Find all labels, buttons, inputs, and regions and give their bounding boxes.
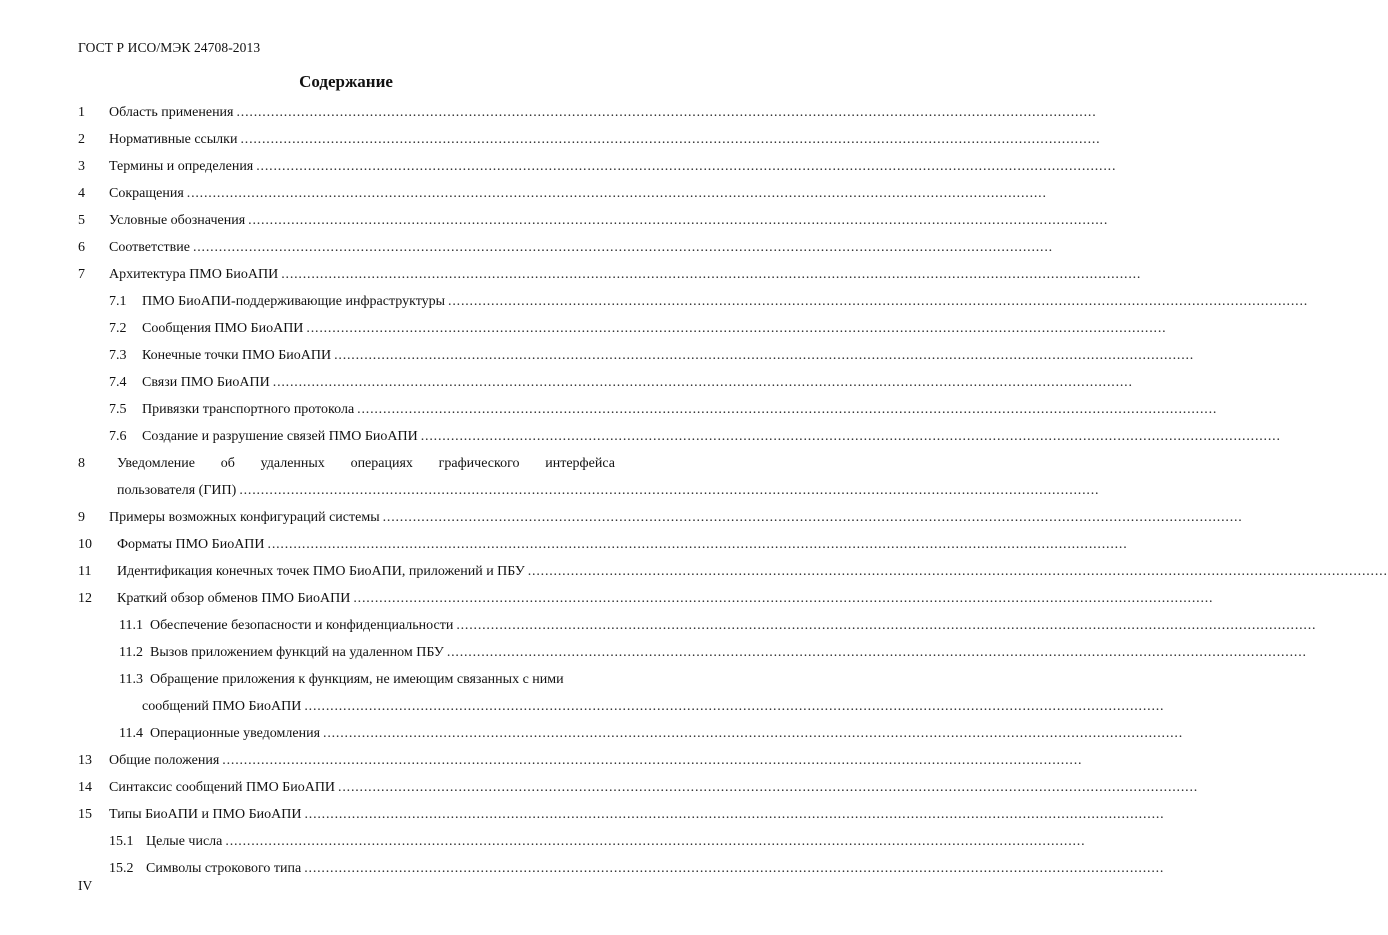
toc-number: 1: [78, 105, 85, 120]
toc-label: Архитектура ПМО БиоАПИ: [109, 267, 279, 282]
toc-label: Краткий обзор обменов ПМО БиоАПИ: [117, 591, 351, 606]
toc-label: Создание и разрушение связей ПМО БиоАПИ: [142, 429, 418, 444]
toc-label: Типы БиоАПИ и ПМО БиоАПИ: [109, 807, 302, 822]
toc-number: 11: [78, 564, 92, 579]
dot-leader: ........................................................................................................................................................................................................: [272, 375, 1133, 390]
dot-leader: ........................................................................................................................................................................................................: [323, 726, 1184, 741]
dot-leader: ........................................................................................................................................................................................................: [281, 267, 1142, 282]
toc-label: Обеспечение безопасности и конфиденциальности: [150, 618, 454, 633]
toc-label: Вызов приложением функций на удаленном ПБУ: [150, 645, 444, 660]
toc-number: 3: [78, 159, 85, 174]
dot-leader: ........................................................................................................................................................................................................: [446, 645, 1307, 660]
toc-number: 7.5: [109, 402, 127, 417]
dot-leader: ........................................................................................................................................................................................................: [334, 348, 1195, 363]
toc-number: 11.3: [119, 672, 143, 687]
toc-word: интерфейса: [545, 456, 615, 471]
toc-word: операциях: [350, 456, 413, 471]
dot-leader: ........................................................................................................................................................................................................: [353, 591, 1214, 606]
toc-number: 11.1: [119, 618, 143, 633]
dot-leader: ........................................................................................................................................................................................................: [357, 402, 1218, 417]
toc-label: Операционные уведомления: [150, 726, 321, 741]
toc-label: Форматы ПМО БиоАПИ: [117, 537, 265, 552]
dot-leader: ........................................................................................................................................................................................................: [306, 321, 1167, 336]
toc-label-line-2: сообщений ПМО БиоАПИ: [142, 699, 302, 714]
dot-leader: ........................................................................................................................................................................................................: [304, 861, 1165, 876]
toc-label: Сокращения: [109, 186, 184, 201]
toc-label: ПМО БиоАПИ-поддерживающие инфраструктуры: [142, 294, 446, 309]
toc-number: 11.2: [119, 645, 143, 660]
toc-number: 8: [78, 456, 85, 471]
toc-number: 13: [78, 753, 92, 768]
toc-label-line-1: [117, 454, 615, 474]
toc-label: Обращение приложения к функциям, не имеющим связанных с ними: [150, 672, 564, 687]
dot-leader: ........................................................................................................................................................................................................: [236, 105, 1097, 120]
toc-label: Связи ПМО БиоАПИ: [142, 375, 270, 390]
toc-word: об: [220, 456, 235, 471]
dot-leader: ........................................................................................................................................................................................................: [448, 294, 1309, 309]
toc-number: 6: [78, 240, 85, 255]
toc-number: 15.2: [109, 861, 134, 876]
dot-leader: ........................................................................................................................................................................................................: [240, 132, 1101, 147]
toc-label: Область применения: [109, 105, 234, 120]
toc-number: 7: [78, 267, 85, 282]
dot-leader: ........................................................................................................................................................................................................: [267, 537, 1128, 552]
toc-label: Условные обозначения: [109, 213, 246, 228]
toc-label: Примеры возможных конфигураций системы: [109, 510, 380, 525]
page-title: Содержание: [299, 72, 393, 91]
toc-word: удаленных: [260, 456, 325, 471]
toc-label: Нормативные ссылки: [109, 132, 238, 147]
toc-number: 15.1: [109, 834, 134, 849]
toc-label: Сообщения ПМО БиоАПИ: [142, 321, 304, 336]
dot-leader: ........................................................................................................................................................................................................: [420, 429, 1281, 444]
toc-number: 7.4: [109, 375, 127, 390]
toc-number: 11.4: [119, 726, 143, 741]
dot-leader: ........................................................................................................................................................................................................: [527, 564, 1388, 579]
toc-word: Уведомление: [117, 456, 196, 471]
toc-label: Синтаксис сообщений ПМО БиоАПИ: [109, 780, 336, 795]
toc-number: 9: [78, 510, 85, 525]
dot-leader: ........................................................................................................................................................................................................: [192, 240, 1053, 255]
toc-label: Идентификация конечных точек ПМО БиоАПИ, приложений и ПБУ: [117, 564, 525, 579]
document-header: ГОСТ Р ИСО/МЭК 24708-2013: [78, 40, 261, 55]
toc-label: Целые числа: [146, 834, 223, 849]
toc-number: 4: [78, 186, 85, 201]
dot-leader: ........................................................................................................................................................................................................: [222, 753, 1083, 768]
toc-label: Привязки транспортного протокола: [142, 402, 355, 417]
toc-number: 12: [78, 591, 92, 606]
toc-number: 14: [78, 780, 92, 795]
toc-number: 7.1: [109, 294, 127, 309]
dot-leader: ........................................................................................................................................................................................................: [186, 186, 1047, 201]
page-number: IV: [78, 878, 93, 893]
toc-label: Символы строкового типа: [146, 861, 302, 876]
dot-leader: ........................................................................................................................................................................................................: [256, 159, 1117, 174]
toc-number: 7.2: [109, 321, 127, 336]
toc-word: графического: [438, 456, 520, 471]
dot-leader: ........................................................................................................................................................................................................: [239, 483, 1100, 498]
toc-number: 5: [78, 213, 85, 228]
dot-leader: ........................................................................................................................................................................................................: [382, 510, 1243, 525]
toc-number: 10: [78, 537, 92, 552]
dot-leader: ........................................................................................................................................................................................................: [225, 834, 1086, 849]
dot-leader: ........................................................................................................................................................................................................: [456, 618, 1317, 633]
dot-leader: ........................................................................................................................................................................................................: [248, 213, 1109, 228]
toc-number: 2: [78, 132, 85, 147]
toc-number: 7.3: [109, 348, 127, 363]
toc-label: Термины и определения: [109, 159, 254, 174]
dot-leader: ........................................................................................................................................................................................................: [338, 780, 1199, 795]
toc-number: 15: [78, 807, 92, 822]
toc-label: Общие положения: [109, 753, 220, 768]
toc-label-line-2: пользователя (ГИП): [117, 483, 237, 498]
toc-label: Соответствие: [109, 240, 190, 255]
toc-number: 7.6: [109, 429, 127, 444]
dot-leader: ........................................................................................................................................................................................................: [304, 699, 1165, 714]
toc-label: Конечные точки ПМО БиоАПИ: [142, 348, 332, 363]
dot-leader: ........................................................................................................................................................................................................: [304, 807, 1165, 822]
